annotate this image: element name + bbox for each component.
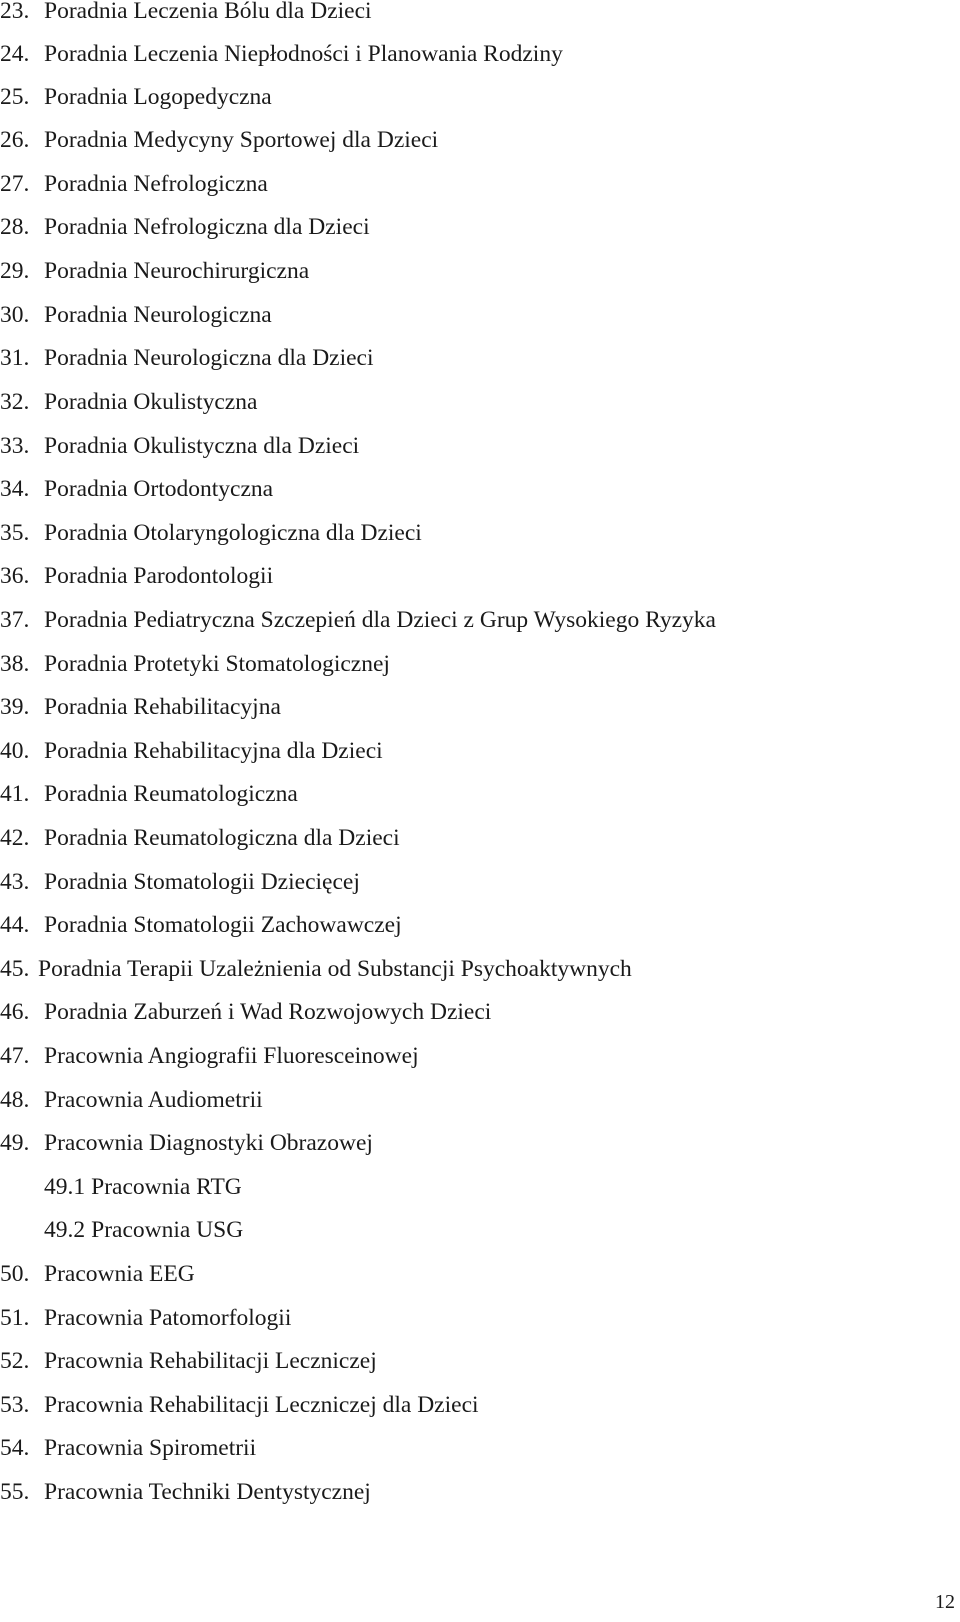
list-item xyxy=(0,911,402,939)
list-item xyxy=(0,1042,419,1070)
item-number: 30. xyxy=(0,302,30,328)
item-text: Pracownia Diagnostyki Obrazowej xyxy=(44,1130,373,1156)
item-text: Poradnia Reumatologiczna xyxy=(44,781,298,807)
list-item xyxy=(0,1434,256,1462)
item-text: Poradnia Pediatryczna Szczepień dla Dzieci z Grup Wysokiego Ryzyka xyxy=(44,607,716,633)
list-item xyxy=(0,170,268,198)
item-text: Poradnia Nefrologiczna xyxy=(44,171,268,197)
item-number: 46. xyxy=(0,999,30,1025)
list-item xyxy=(0,824,400,852)
list-item xyxy=(0,693,281,721)
item-text: Pracownia Rehabilitacji Leczniczej xyxy=(44,1348,377,1374)
list-item xyxy=(0,40,563,68)
item-text: Poradnia Rehabilitacyjna dla Dzieci xyxy=(44,738,383,764)
item-number: 32. xyxy=(0,389,30,415)
list-item xyxy=(0,519,422,547)
item-text: Poradnia Okulistyczna xyxy=(44,389,258,415)
list-item xyxy=(0,1347,377,1375)
item-number: 38. xyxy=(0,651,30,677)
list-item xyxy=(0,83,272,111)
item-text: Pracownia RTG xyxy=(91,1174,242,1200)
item-number: 36. xyxy=(0,563,30,589)
item-number: 51. xyxy=(0,1305,30,1331)
list-item xyxy=(0,606,716,634)
item-text: Poradnia Medycyny Sportowej dla Dzieci xyxy=(44,127,439,153)
item-number: 34. xyxy=(0,476,30,502)
item-text: Poradnia Terapii Uzależnienia od Substancji Psychoaktywnych xyxy=(38,956,632,982)
list-item xyxy=(0,213,370,241)
item-text: Pracownia Spirometrii xyxy=(44,1435,257,1461)
item-text: Poradnia Okulistyczna dla Dzieci xyxy=(44,433,360,459)
list-item xyxy=(0,1260,195,1288)
item-number: 48. xyxy=(0,1087,30,1113)
item-number: 23. xyxy=(0,0,30,24)
item-text: Pracownia Angiografii Fluoresceinowej xyxy=(44,1043,419,1069)
item-number: 53. xyxy=(0,1392,30,1418)
item-number: 25. xyxy=(0,84,30,110)
sub-list-item xyxy=(44,1173,242,1201)
item-number: 40. xyxy=(0,738,30,764)
list-item xyxy=(0,780,298,808)
item-text: Poradnia Ortodontyczna xyxy=(44,476,274,502)
item-text: Poradnia Rehabilitacyjna xyxy=(44,694,281,720)
list-item xyxy=(0,998,491,1026)
list-item xyxy=(0,126,438,154)
item-text: Poradnia Zaburzeń i Wad Rozwojowych Dzieci xyxy=(44,999,492,1025)
list-item xyxy=(0,955,632,983)
item-text: Pracownia USG xyxy=(91,1217,244,1243)
item-number: 31. xyxy=(0,345,30,371)
item-text: Pracownia Techniki Dentystycznej xyxy=(44,1479,371,1505)
item-text: Poradnia Nefrologiczna dla Dzieci xyxy=(44,214,370,240)
list-item xyxy=(0,388,257,416)
list-item xyxy=(0,475,273,503)
item-text: Pracownia Patomorfologii xyxy=(44,1305,292,1331)
list-item xyxy=(0,868,360,896)
list-item xyxy=(0,1391,479,1419)
item-number: 27. xyxy=(0,171,30,197)
list-item xyxy=(0,1129,373,1157)
item-number: 28. xyxy=(0,214,30,240)
item-number: 33. xyxy=(0,433,30,459)
item-text: Poradnia Leczenia Niepłodności i Planowania Rodziny xyxy=(44,41,563,67)
item-number: 47. xyxy=(0,1043,30,1069)
list-item xyxy=(0,1304,291,1332)
item-number: 39. xyxy=(0,694,30,720)
list-item xyxy=(0,0,372,25)
item-text: Poradnia Otolaryngologiczna dla Dzieci xyxy=(44,520,422,546)
list-item xyxy=(0,650,390,678)
list-item xyxy=(0,432,359,460)
item-text: Pracownia EEG xyxy=(44,1261,195,1287)
item-text: Poradnia Logopedyczna xyxy=(44,84,272,110)
item-text: Poradnia Neurochirurgiczna xyxy=(44,258,310,284)
item-number: 45. xyxy=(0,956,30,982)
item-number: 52. xyxy=(0,1348,30,1374)
item-number: 49.1 xyxy=(44,1174,86,1200)
list-item xyxy=(0,257,309,285)
item-text: Poradnia Reumatologiczna dla Dzieci xyxy=(44,825,400,851)
item-number: 49. xyxy=(0,1130,30,1156)
page-number: 12 xyxy=(935,1591,955,1613)
item-text: Poradnia Leczenia Bólu dla Dzieci xyxy=(44,0,372,24)
item-number: 54. xyxy=(0,1435,30,1461)
item-text: Pracownia Rehabilitacji Leczniczej dla Dzieci xyxy=(44,1392,479,1418)
item-number: 41. xyxy=(0,781,30,807)
item-text: Poradnia Neurologiczna dla Dzieci xyxy=(44,345,374,371)
item-text: Poradnia Stomatologii Zachowawczej xyxy=(44,912,402,938)
item-number: 43. xyxy=(0,869,30,895)
item-number: 44. xyxy=(0,912,30,938)
item-number: 35. xyxy=(0,520,30,546)
list-item xyxy=(0,1478,371,1506)
item-text: Poradnia Parodontologii xyxy=(44,563,274,589)
list-item xyxy=(0,344,374,372)
item-number: 26. xyxy=(0,127,30,153)
list-item xyxy=(0,301,272,329)
item-number: 50. xyxy=(0,1261,30,1287)
list-item xyxy=(0,737,383,765)
item-text: Pracownia Audiometrii xyxy=(44,1087,263,1113)
item-number: 37. xyxy=(0,607,30,633)
item-number: 55. xyxy=(0,1479,30,1505)
sub-list-item xyxy=(44,1216,243,1244)
list-item xyxy=(0,1086,263,1114)
item-text: Poradnia Neurologiczna xyxy=(44,302,272,328)
item-number: 49.2 xyxy=(44,1217,86,1243)
list-item xyxy=(0,562,273,590)
item-number: 24. xyxy=(0,41,30,67)
item-text: Poradnia Stomatologii Dziecięcej xyxy=(44,869,360,895)
item-text: Poradnia Protetyki Stomatologicznej xyxy=(44,651,390,677)
item-number: 42. xyxy=(0,825,30,851)
item-number: 29. xyxy=(0,258,30,284)
